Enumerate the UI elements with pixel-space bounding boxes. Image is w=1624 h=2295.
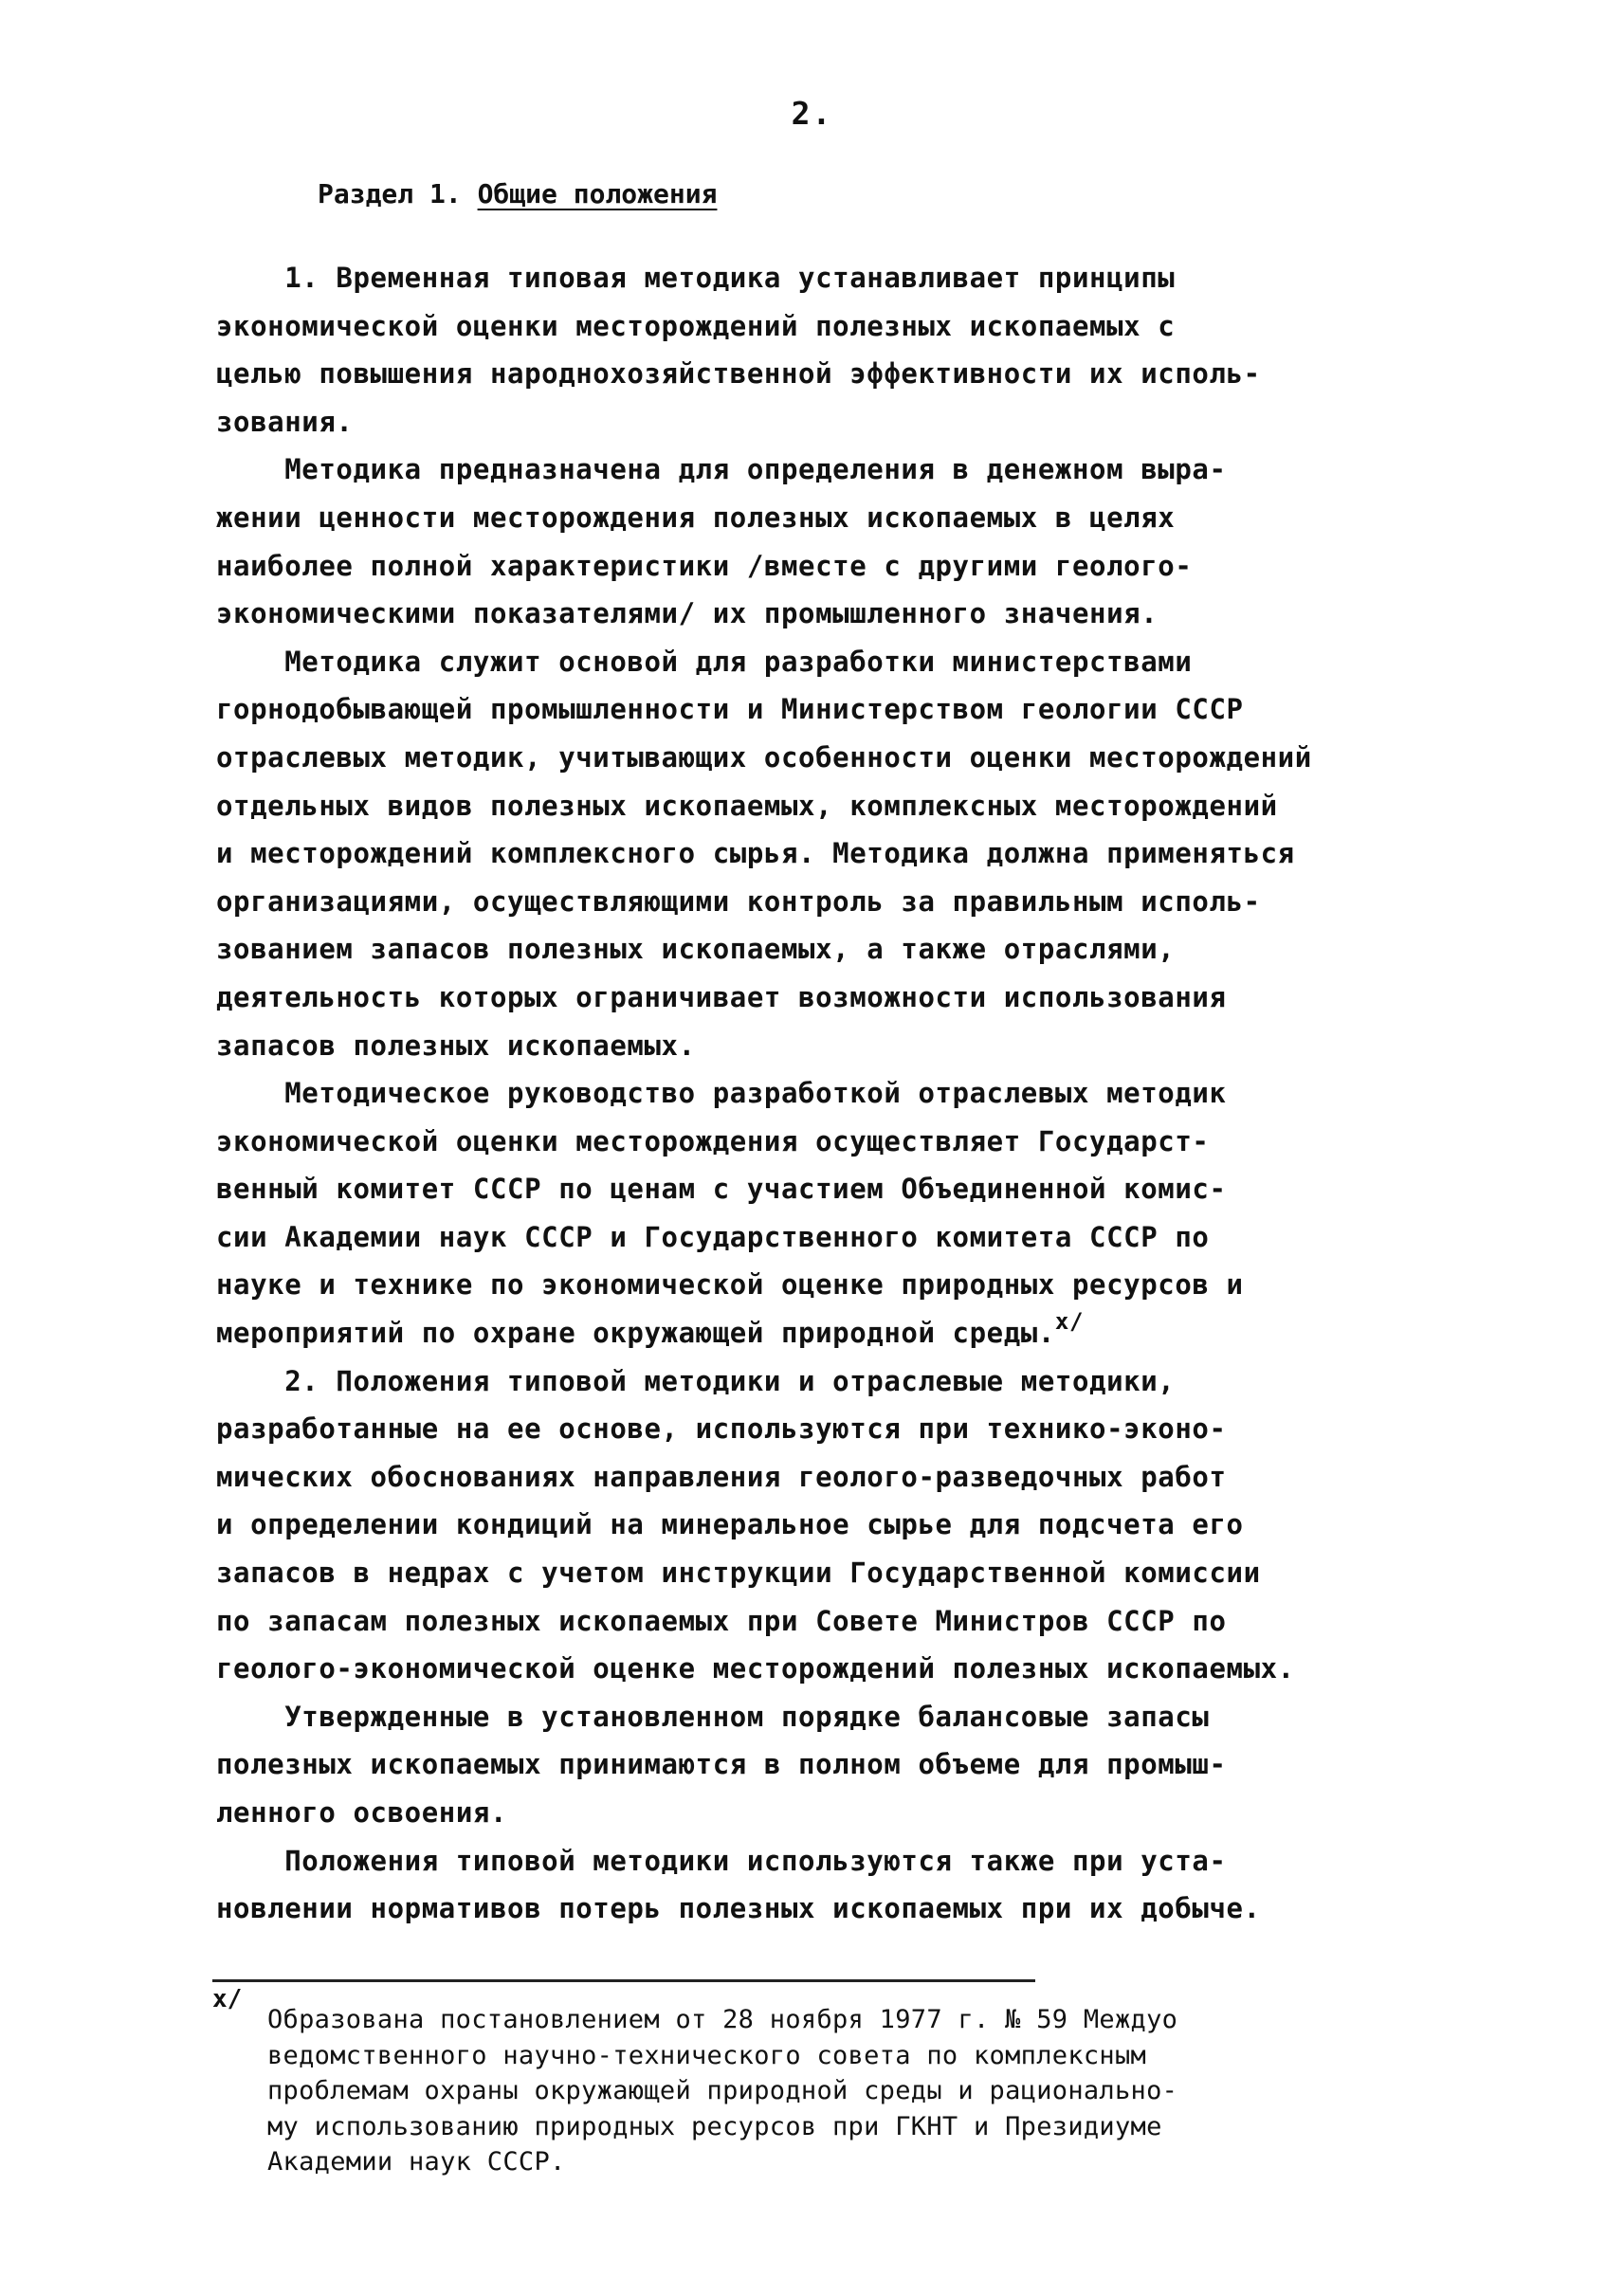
body-line bbox=[216, 1789, 1468, 1837]
body-line-text: жении ценности месторождения полезных ископаемых в целях bbox=[216, 501, 1176, 534]
body-line bbox=[216, 494, 1468, 542]
body-line bbox=[216, 1645, 1468, 1693]
body-line-text: полезных ископаемых принимаются в полном объеме для промыш- bbox=[216, 1748, 1227, 1781]
body-line bbox=[216, 1740, 1468, 1789]
body-line bbox=[216, 1069, 1468, 1118]
body-line-text: зованием запасов полезных ископаемых, а также отраслями, bbox=[216, 933, 1176, 966]
body-line-text: деятельность которых ограничивает возможности использования bbox=[216, 980, 1227, 1013]
body-line bbox=[216, 1213, 1468, 1262]
body-line-text: Утвержденные в установленном порядке балансовые запасы bbox=[216, 1700, 1210, 1733]
body-line bbox=[216, 1022, 1468, 1070]
body-line bbox=[216, 302, 1468, 351]
body-line bbox=[216, 350, 1468, 398]
body-line bbox=[216, 1405, 1468, 1453]
body-line bbox=[216, 685, 1468, 734]
footnote-line: Академии наук СССР. bbox=[267, 2147, 566, 2177]
body-line bbox=[216, 1261, 1468, 1309]
body-line bbox=[216, 1501, 1468, 1549]
body-line bbox=[216, 1309, 1468, 1357]
body-line bbox=[216, 1165, 1468, 1213]
body-line bbox=[216, 1357, 1468, 1406]
body-line bbox=[216, 734, 1468, 782]
body-line-text: наиболее полной характеристики /вместе с другими геолого- bbox=[216, 549, 1193, 582]
body-line bbox=[216, 878, 1468, 926]
body-text bbox=[216, 254, 1468, 1933]
body-line bbox=[216, 1837, 1468, 1885]
body-line-text: разработанные на ее основе, используются при технико-эконо- bbox=[216, 1412, 1227, 1446]
body-line-text: и месторождений комплексного сырья. Методика должна применяться bbox=[216, 837, 1295, 870]
footnote-line: ведомственного научно-технического совета по комплексным bbox=[267, 2040, 1147, 2070]
body-line bbox=[216, 974, 1468, 1022]
body-line bbox=[216, 638, 1468, 686]
body-line-text: горнодобывающей промышленности и Министерством геологии СССР bbox=[216, 693, 1244, 726]
body-line bbox=[216, 1597, 1468, 1646]
body-line bbox=[216, 1693, 1468, 1741]
body-line-text: целью повышения народнохозяйственной эффективности их исполь- bbox=[216, 357, 1261, 391]
body-line bbox=[216, 398, 1468, 446]
body-line-text: экономическими показателями/ их промышленного значения. bbox=[216, 597, 1159, 630]
body-line-text: Методика служит основой для разработки министерствами bbox=[216, 645, 1193, 678]
body-line-text: и определении кондиций на минеральное сырье для подсчета его bbox=[216, 1508, 1244, 1541]
body-line-text: Положения типовой методики используются также при уста- bbox=[216, 1844, 1227, 1877]
body-line-text: запасов в недрах с учетом инструкции Государственной комиссии bbox=[216, 1557, 1261, 1590]
footnote-line: му использованию природных ресурсов при ГКНТ и Президиуме bbox=[267, 2111, 1162, 2141]
body-line bbox=[216, 590, 1468, 638]
body-line-text: зования. bbox=[216, 405, 354, 438]
footnote-line: проблемам охраны окружающей природной среды и рационально- bbox=[267, 2076, 1178, 2105]
body-line-text: ленного освоения. bbox=[216, 1796, 508, 1829]
body-line bbox=[216, 1885, 1468, 1933]
body-line-text: науке и технике по экономической оценке природных ресурсов и bbox=[216, 1268, 1244, 1302]
body-line bbox=[216, 782, 1468, 830]
body-line bbox=[216, 1549, 1468, 1597]
footnote-line: Образована постановлением от 28 ноября 1977 г. № 59 Междуо bbox=[267, 2005, 1178, 2034]
body-line bbox=[216, 829, 1468, 878]
body-line-text: мероприятий по охране окружающей природной среды. bbox=[216, 1317, 1055, 1350]
body-line-text: отдельных видов полезных ископаемых, комплексных месторождений bbox=[216, 789, 1278, 822]
body-line-text: по запасам полезных ископаемых при Совете Министров СССР по bbox=[216, 1604, 1227, 1637]
footnote-rule bbox=[212, 1979, 1035, 1982]
body-line-text: 1. Временная типовая методика устанавливает принципы bbox=[216, 262, 1176, 294]
body-line-text: Методическое руководство разработкой отраслевых методик bbox=[216, 1077, 1227, 1110]
body-line-text: сии Академии наук СССР и Государственного комитета СССР по bbox=[216, 1220, 1210, 1253]
body-line-text: отраслевых методик, учитывающих особенности оценки месторождений bbox=[216, 740, 1312, 774]
body-line-text: геолого-экономической оценке месторождений полезных ископаемых. bbox=[216, 1652, 1295, 1685]
body-line-text: 2. Положения типовой методики и отраслевые методики, bbox=[216, 1364, 1176, 1397]
body-line-text: новлении нормативов потерь полезных ископаемых при их добыче. bbox=[216, 1892, 1261, 1925]
footnote-text bbox=[267, 2002, 1177, 2180]
footnote-reference: x/ bbox=[1054, 1308, 1085, 1336]
body-line-text: Методика предназначена для определения в денежном выра- bbox=[216, 453, 1227, 486]
footnote-mark: x/ bbox=[212, 1985, 243, 2013]
body-line-text: мических обоснованиях направления геолого-разведочных работ bbox=[216, 1460, 1227, 1493]
body-line bbox=[216, 542, 1468, 591]
body-line-text: венный комитет СССР по ценам с участием Объединенной комис- bbox=[216, 1173, 1227, 1206]
body-line bbox=[216, 1453, 1468, 1502]
body-line-text: экономической оценки месторождений полезных ископаемых с bbox=[216, 309, 1176, 342]
body-line bbox=[216, 446, 1468, 494]
section-prefix: Раздел 1. bbox=[318, 178, 478, 209]
body-line bbox=[216, 925, 1468, 974]
body-line bbox=[216, 1118, 1468, 1166]
page-number: 2. bbox=[791, 95, 833, 132]
section-title: Общие положения bbox=[477, 178, 718, 209]
body-line-text: экономической оценки месторождения осуществляет Государст- bbox=[216, 1124, 1210, 1157]
body-line-text: запасов полезных ископаемых. bbox=[216, 1029, 696, 1062]
body-line-text: организациями, осуществляющими контроль за правильным исполь- bbox=[216, 884, 1261, 918]
body-line bbox=[216, 254, 1468, 302]
section-heading bbox=[318, 178, 717, 209]
